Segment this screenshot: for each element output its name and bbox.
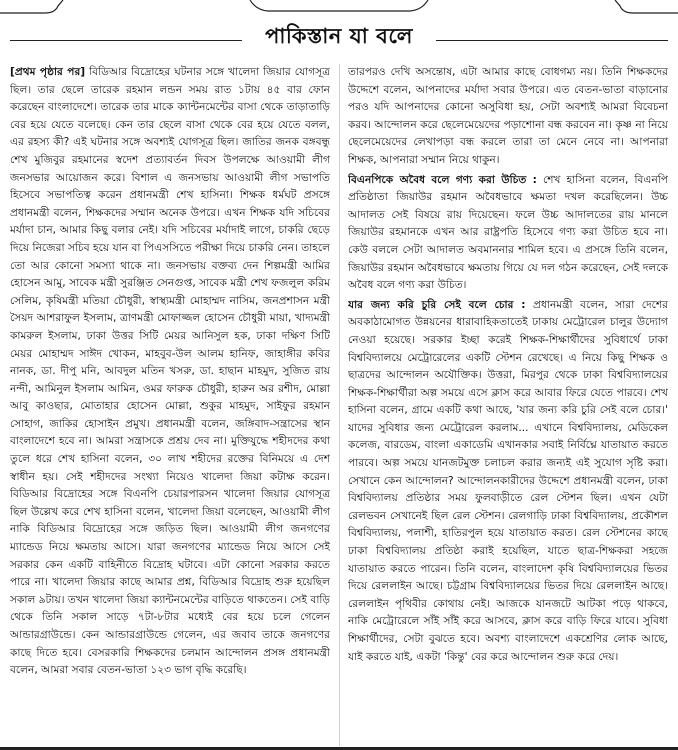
article-body (10, 64, 668, 746)
right-paragraph-1: তারপরও দেখি অসন্তোষ, এটা আমার কাছে বোধগম্য নয়। তিনি শিক্ষকদের উদ্দেশে বলেন, আপনাদের মর্যাদা সবার উপরে। এত বেতন-ভাতা বাড়ানোর পরও যদি আপনাদের কোনো অসুবিধা হয়, সেটা অবশ্যই আমরা বিবেচনা করব। আন্দোলন করে ছেলেমেয়েদের পড়াশোনা বন্ধ করবেন না। কৃষ্ণ না নিয়ে ছেলেমেয়েদের লেখাপড়া বন্ধ করলে তারা তা মেনে নেবে না। আপনারা শিক্ষক, আপনারা সম্মান নিয়ে থাকুন। (348, 66, 668, 166)
section-title: পাকিস্তান যা বলে (265, 24, 413, 48)
section-header (10, 20, 668, 60)
subheading-chor: যার জন্য করি চুরি সেই বলে চোর : (348, 298, 526, 311)
left-paragraph-1 (10, 64, 330, 680)
right-paragraph-2 (348, 172, 668, 295)
left-column (10, 64, 330, 746)
column-divider (339, 64, 340, 746)
right-paragraph-3 (348, 297, 668, 666)
top-border-ornament (0, 0, 678, 14)
continuation-tag: [প্রথম পৃষ্ঠার পর] (10, 66, 86, 78)
header-rule-right (436, 40, 668, 41)
right-paragraph-2-text: শেখ হাসিনা বলেন, বিএনপি প্রতিষ্ঠাতা জিয়াউর রহমান অবৈধভাবে ক্ষমতা দখল করেছিলেন। উচ্চ আদালত সেই বিষয়ে রায় দিয়েছেন। ফলে উচ্চ আদালতের রায় মানলে জিয়াউর রহমানকে এখন আর রাষ্ট্রপতি হিসেবে গণ্য করা উচিত হবে না। কেউ বললে সেটা আদালত অবমাননার শামিল হবে। এ প্রসঙ্গে তিনি বলেন, জিয়াউর রহমান অবৈধভাবে ক্ষমতায় গিয়ে যে দল গঠন করেছেন, সেই দলকে অবৈধ বলে গণ্য করা উচিত। (348, 173, 668, 292)
left-paragraph-1-text: বিডিআর বিদ্রোহের ঘটনার সঙ্গে খালেদা জিয়ার যোগসূত্র ছিল। তার ছেলে তারেক রহমান লন্ডন সময় রাত ১টায় ৪৫ বার ফোন করেছেন বাংলাদেশে। তারেক তার মাকে ক্যান্টনমেন্টের বাসা থেকে তাড়াতাড়ি বের হয়ে যেতে বলেছে। কেন তার ছেলে বাসা থেকে বের হয়ে যেতে বলল, এর রহস্য কী? এই ঘটনার সঙ্গে অবশ্যই যোগসূত্র ছিল। জাতির জনক বঙ্গবন্ধু শেখ মুজিবুর রহমানের স্বদেশ প্রত্যাবর্তন দিবস উপলক্ষে আওয়ামী লীগ জনসভার আয়োজন করে। বিশাল এ জনসভায় আওয়ামী লীগ সভাপতি হিসেবে সভাপতিত্ব করেন প্রধানমন্ত্রী শেখ হাসিনা। শিক্ষক ধর্মঘট প্রসঙ্গে প্রধানমন্ত্রী বলেন, শিক্ষকদের সম্মান অনেক উপরে। এখন শিক্ষক যদি সচিবের মর্যাদা চান, আমার কিছু বলার নেই। যদি সচিবের মর্যাদাই লাগে, চাকরি ছেড়ে দিয়ে নিজেরা সচিব হয়ে যান বা পিএসসিতে পরীক্ষা দিয়ে চাকরি নেন। তাহলে তো আর কোনো সমস্যা থাকে না। জনসভায় বক্তব্য দেন শিল্পমন্ত্রী আমির হোসেন আমু, সাবেক মন্ত্রী সুরঞ্জিত সেনগুপ্ত, সাবেক মন্ত্রী শেখ ফজলুল করিম সেলিম, কৃষিমন্ত্রী মতিয়া চৌধুরী, স্বাস্থ্যমন্ত্রী মোহাম্মদ নাসিম, জনপ্রশাসন মন্ত্রী সৈয়দ আশরাফুল ইসলাম, ত্রাণমন্ত্রী মোফাজ্জল হোসেন চৌধুরী মায়া, খাদ্যমন্ত্রী কামরুল ইসলাম, ঢাকা উত্তর সিটি মেয়র আনিসুল হক, ঢাকা দক্ষিণ সিটি মেয়র মোহাম্মদ সাঈদ খোকন, মাহবুব-উল আলম হানিফ, জাহাঙ্গীর কবির নানক, ডা. দীপু মনি, আবদুল মতিন খসরু, ডা. হাছান মাহমুদ, সুজিত রায় নন্দী, আমিনুল ইসলাম আমিন, ওমর ফারুক চৌধুরী, হারুন অর রশীদ, মোল্লা আবু কাওছার, মোতাহার হোসেন মোল্লা, শুকুর মাহমুদ, সাইফুর রহমান সোহাগ, জাকির হোসাইন প্রমুখ। প্রধানমন্ত্রী বলেন, জঙ্গিবাদ-সন্ত্রাসের স্থান বাংলাদেশে হবে না। আমরা সন্ত্রাসকে প্রশ্রয় দেব না। মুক্তিযুদ্ধে শহীদদের কথা তুলে ধরে শেখ হাসিনা বলেন, ৩০ লাখ শহীদের রক্তের বিনিময়ে এ দেশ স্বাধীন হয়। সেই শহীদদের সংখ্যা নিয়েও খালেদা জিয়া কটাক্ষ করেন। বিডিআর বিদ্রোহের সঙ্গে বিএনপি চেয়ারপারসন খালেদা জিয়ার যোগসূত্র ছিল উল্লেখ করে শেখ হাসিনা বলেন, খালেদা জিয়া বলেছেন, আওয়ামী লীগ নাকি বিডিআর বিদ্রোহের সঙ্গে জড়িত ছিল। আওয়ামী লীগ জনগণের ম্যান্ডেড নিয়ে ক্ষমতায় আসে। যারা জনগণের ম্যান্ডেড নিয়ে আসে সেই সরকার কেন একটি বাহিনীতে বিদ্রোহ ঘটাবে। এটা কোনো সরকার করতে পারে না। খালেদা জিয়ার কাছে আমার প্রশ্ন, বিডিআর বিদ্রোহ শুরু হয়েছিল সকাল ৯টায়। তখন খালেদা জিয়া ক্যান্টনমেন্টের বাড়িতে থাকতেন। সেই বাড়ি থেকে তিনি সকাল সাড়ে ৭টা-৮টার মধ্যেই বের হয়ে চলে গেলেন আন্ডারগ্রাউন্ডে। কেন আন্ডারগ্রাউন্ডে গেলেন, এর জবাব তাকে জনগণের কাছে দিতে হবে। বেসরকারি শিক্ষকদের চলমান আন্দোলন প্রসঙ্গ প্রধানমন্ত্রী বলেন, আমরা সবার বেতন-ভাতা ১২৩ ভাগ বৃদ্ধি করেছি। (10, 66, 330, 677)
right-paragraph-3-text: প্রধানমন্ত্রী বলেন, সারা দেশের অবকাঠামোগত উন্নয়নের ধারাবাহিকতাতেই ঢাকায় মেট্রোরেল চালুর উদ্যোগ নেওয়া হয়েছে। সরকার ইচ্ছা করেই শিক্ষক-শিক্ষার্থীদের সুবিধার্থে ঢাকা বিশ্ববিদ্যালয়ে মেট্রোরেলের একটি স্টেশন রেখেছে। এ নিয়ে কিছু শিক্ষক ও ছাত্রদের আন্দোলন অযৌক্তিক। উত্তরা, মিরপুর থেকে ঢাকা বিশ্ববিদ্যালয়ের শিক্ষক-শিক্ষার্থীরা অল্প সময়ে এসে ক্লাস করে আবার ফিরে যেতে পারবে। শেখ হাসিনা বলেন, গ্রামে একটি কথা আছে, 'যার জন্য করি চুরি সেই বলে চোর।' যাদের সুবিধার জন্য মেট্রোরেল করলাম... এখানে বিশ্ববিদ্যালয়, মেডিকেল কলেজ, বারডেম, বাংলা একাডেমি এখানকার সবাই নির্বিঘ্নে যাতায়াত করতে পারবে। অল্প সময়ে যানজটমুক্ত চলাচল করার জন্যই এই সুযোগ সৃষ্টি করা। সেখানে কেন আন্দোলন? আন্দোলনকারীদের উদ্দেশে প্রধানমন্ত্রী বলেন, ঢাকা বিশ্ববিদ্যালয় প্রতিষ্ঠার সময় ফুলবাড়ীতে রেল স্টেশন ছিল। এখন যেটা রেলভবন সেখানেই ছিল রেল স্টেশন। রেলগাড়ি ঢাকা বিশ্ববিদ্যালয়, প্রকৌশল বিশ্ববিদ্যালয়, পলাশী, হাতিরপুল হয়ে যাতায়াত করত। রেল স্টেশনের কাছে ঢাকা বিশ্ববিদ্যালয় প্রতিষ্ঠা করাই হয়েছিল, যাতে ছাত্র-শিক্ষকরা সহজে যাতায়াত করতে পারেন। তিনি বলেন, বাংলাদেশ কৃষি বিশ্ববিদ্যালয়ের ভিতর দিয়ে রেললাইন আছে। চট্টগ্রাম বিশ্ববিদ্যালয়ের ভিতর দিয়ে রেললাইন আছে। রেললাইন পৃথিবীর কোথায় নেই। আজকে যানজটে আটকা পড়ে থাকবে, নাকি মেট্রোরেলে সাঁই সাঁই করে আসবে, ক্লাস করে বাড়ি ফিরে যাবে। সুবিধা শিক্ষার্থীদের, সেটা বুঝতে হবে। অবশ্য বাংলাদেশে একশ্রেণির লোক আছে, যাই করতে যাই, একটা 'কিন্তু' বের করে আন্দোলন শুরু করে দেয়। (348, 298, 668, 663)
subheading-bnp: বিএনপিকে অবৈধ বলে গণ্য করা উচিত : (348, 173, 537, 186)
right-column (348, 64, 668, 746)
